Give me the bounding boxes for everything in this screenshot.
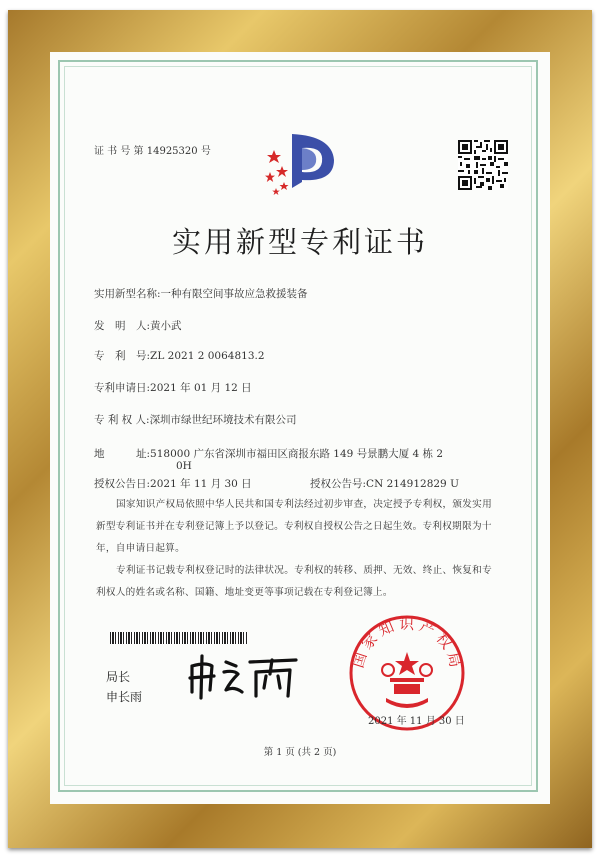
certificate-number-suffix: 号 [200,146,211,157]
field-label: 专利申请日: [94,382,151,394]
field-value: ZL 2021 2 0064813.2 [150,350,265,362]
certificate-paragraph-1: 国家知识产权局依照中华人民共和国专利法经过初步审查，决定授予专利权，颁发实用新型专利证书并在专利登记簿上予以登记。专利权自授权公告之日起生效。专利权期限为十年，自申请日起算。 [96,499,492,554]
field-application-date [94,380,252,395]
field-value: 深圳市绿世纪环境技术有限公司 [149,414,297,426]
field-utility-model-name [94,286,308,301]
field-address [94,446,443,461]
page-footer: 第 1 页 (共 2 页) [263,747,337,758]
signer-name: 申长雨 [106,690,143,704]
field-label: 专 利 号: [94,350,151,362]
field-grant-date [94,476,252,491]
field-value: 518000 广东省深圳市福田区商报东路 149 号景鹏大厦 4 栋 2 [150,448,444,460]
signer-title: 局长 [106,670,131,684]
patent-office-logo-icon [262,128,344,200]
qr-code-icon [458,140,508,190]
field-label: 专 利 权 人: [94,414,150,426]
seal-date: 2021 年 11 月 30 日 [368,716,465,727]
field-value: CN 214912829 U [366,478,459,490]
field-label: 地 址: [94,448,151,460]
certificate-number-value: 14925320 [146,146,198,157]
field-value: 2021 年 01 月 12 日 [150,382,252,394]
field-label: 授权公告号: [310,478,367,490]
certificate-paragraph-2: 专利证书记载专利权登记时的法律状况。专利权的转移、质押、无效、终止、恢复和专利权人的姓名或名称、国籍、地址变更等事项记载在专利登记簿上。 [96,565,492,598]
certificate-number-label: 证 书 号 第 [94,146,144,157]
field-label: 授权公告日: [94,478,151,490]
field-grant-number [310,476,459,491]
barcode [110,632,248,644]
field-label: 发 明 人: [94,320,151,332]
field-value: 2021 年 11 月 30 日 [150,478,252,490]
svg-text:国家知识产权局: 国家知识产权局 [348,614,466,673]
field-inventor [94,318,182,333]
certificate-number [94,142,211,157]
field-value: 黄小武 [150,320,182,332]
field-label: 实用新型名称: [94,288,161,300]
field-patent-number [94,348,265,363]
field-value: 一种有限空间事故应急救援装备 [160,288,308,300]
handwritten-signature [186,652,304,702]
field-patentee [94,412,297,427]
certificate-title: 实用新型专利证书 [171,225,428,259]
field-address-line2: 0H [176,460,192,472]
